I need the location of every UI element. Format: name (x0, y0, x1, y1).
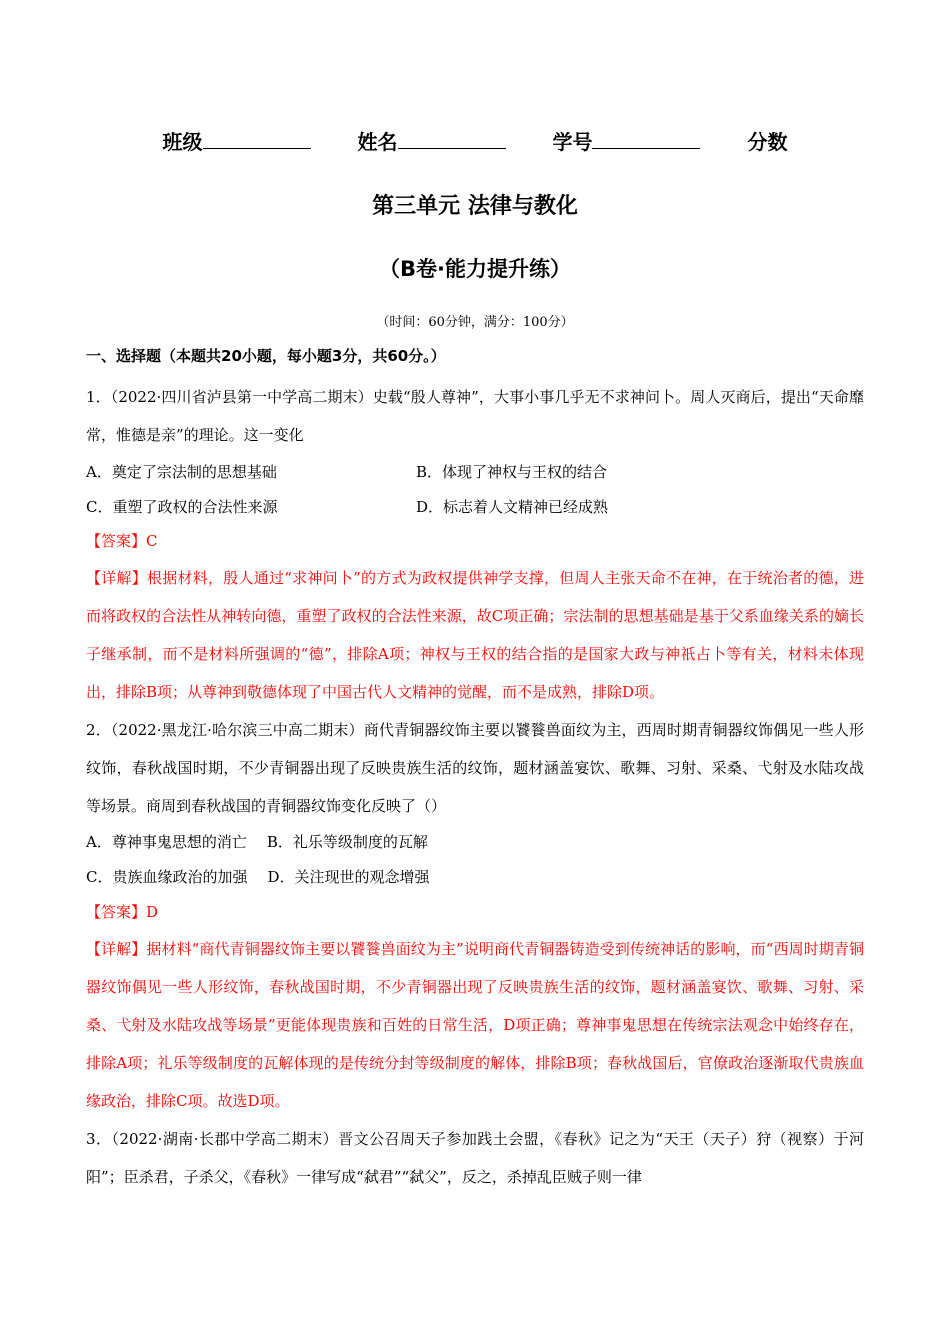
question-2-detail: 【详解】据材料“商代青铜器纹饰主要以饕餮兽面纹为主”说明商代青铜器铸造受到传统神话的影响，而“西周时期青铜器纹饰偶见一些人形纹饰，春秋战国时期，不少青铜器出现了反映贵族生活的纹饰，题材涵盖宴饮、歌舞、习射、采桑、弋射及水陆攻战等场景”更能体现贵族和百姓的日常生活，D项正确；尊神事鬼思想在传统宗法观念中始终存在，排除A项；礼乐等级制度的瓦解体现的是传统分封等级制度的解体，排除B项；春秋战国后，官僚政治逐渐取代贵族血缘政治，排除C项。故选D项。 (86, 940, 864, 1110)
unit-title: 第三单元 法律与教化 (372, 194, 578, 219)
question-list (86, 378, 864, 1196)
question-1-option-b: B．体现了神权与王权的结合 (416, 463, 608, 481)
section-heading: 一、选择题（本题共20小题，每小题3分，共60分。） (86, 347, 446, 365)
question-2-option-b: B．礼乐等级制度的瓦解 (266, 833, 428, 851)
id-label: 学号 (552, 130, 593, 154)
id-blank (592, 130, 700, 149)
class-label: 班级 (162, 130, 203, 154)
class-field (163, 126, 311, 155)
question-1-options-row-2 (86, 489, 864, 524)
id-field (552, 126, 700, 155)
question-1-detail: 【详解】根据材料，殷人通过“求神问卜”的方式为政权提供神学支撑，但周人主张天命不在神，在于统治者的德，进而将政权的合法性从神转向德，重塑了政权的合法性来源，故C项正确；宗法制的思想基础是基于父系血缘关系的嫡长子继承制，而不是材料所强调的“德”，排除A项；神权与王权的结合指的是国家大政与神祇占卜等有关，材料未体现出，排除B项；从尊神到敬德体现了中国古代人文精神的觉醒，而不是成熟，排除D项。 (86, 569, 864, 701)
class-blank (203, 130, 311, 149)
name-label: 姓名 (357, 130, 398, 154)
score-field (747, 126, 787, 155)
question-1-options-row-1 (86, 454, 864, 489)
question-2-option-d: D．关注现世的观念增强 (267, 868, 430, 886)
name-field (358, 126, 506, 155)
question-2-options-row-1 (86, 825, 864, 860)
student-info-row (0, 126, 950, 155)
question-3-stem: 3．（2022·湖南·长郡中学高二期末）晋文公召周天子参加践土会盟，《春秋》记之为“天王（天子）狩（视察）于河阳”；臣杀君，子杀父，《春秋》一律写成“弑君”“弑父”，反之，杀掉乱臣贼子则一律 (86, 1130, 864, 1186)
question-1-answer: 【答案】C (86, 532, 158, 550)
question-1-option-a: A．奠定了宗法制的思想基础 (86, 463, 277, 481)
question-2-answer: 【答案】D (86, 903, 159, 921)
question-1-option-c: C．重塑了政权的合法性来源 (86, 498, 278, 516)
question-2-stem: 2．（2022·黑龙江·哈尔滨三中高二期末）商代青铜器纹饰主要以饕餮兽面纹为主，西周时期青铜器纹饰偶见一些人形纹饰，春秋战国时期，不少青铜器出现了反映贵族生活的纹饰，题材涵盖宴饮、歌舞、习射、采桑、弋射及水陆攻战等场景。商周到春秋战国的青铜器纹饰变化反映了（） (86, 721, 864, 815)
question-2-option-c: C．贵族血缘政治的加强 (86, 868, 248, 886)
time-note: （时间：60分钟，满分：100分） (376, 315, 574, 330)
score-label: 分数 (747, 130, 788, 154)
question-1-option-d: D．标志着人文精神已经成熟 (416, 498, 609, 516)
name-blank (398, 130, 506, 149)
paper-subtitle: （B卷·能力提升练） (379, 257, 571, 281)
question-2-option-a: A．尊神事鬼思想的消亡 (86, 833, 247, 851)
question-2-options-row-2 (86, 860, 864, 895)
question-1-stem: 1．（2022·四川省泸县第一中学高二期末）史载“殷人尊神”，大事小事几乎无不求神问卜。周人灭商后，提出“天命靡常，惟德是亲”的理论。这一变化 (86, 388, 864, 444)
